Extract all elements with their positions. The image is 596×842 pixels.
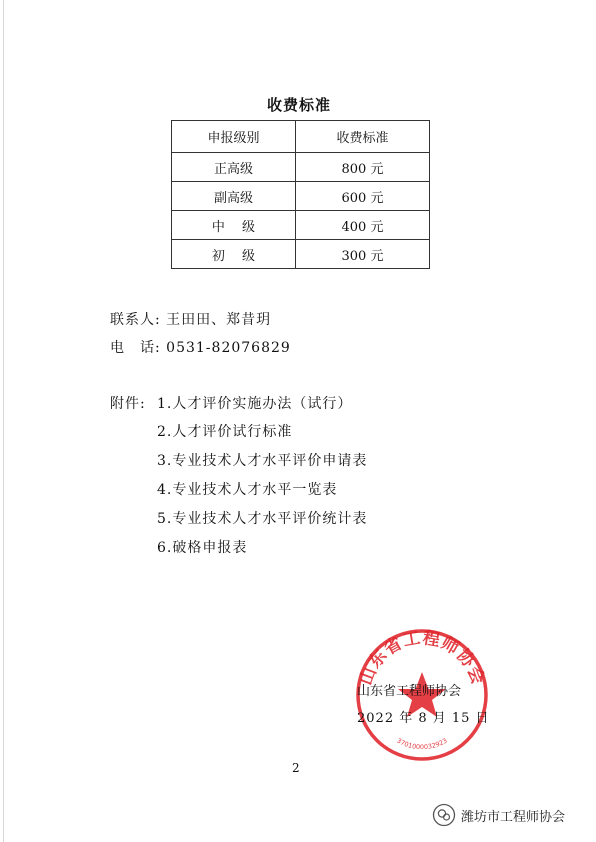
svg-text:3701000032923: 3701000032923 <box>395 736 449 752</box>
contact-phone <box>110 337 291 357</box>
fee-table-title: 收费标准 <box>266 96 331 114</box>
fee-cell: 800 元 <box>296 153 430 182</box>
attachment-item: 4.专业技术人才水平一览表 <box>157 482 338 498</box>
level-cell: 副高级 <box>172 182 296 211</box>
issue-date: 2022 年 8 月 15 日 <box>357 711 490 726</box>
table-row <box>172 240 430 269</box>
contact-phone-value: 0531-82076829 <box>166 340 291 356</box>
table-row <box>172 182 430 211</box>
fee-table-header-row <box>172 121 430 153</box>
contact-person <box>110 309 271 329</box>
page-number: 2 <box>292 761 300 775</box>
wechat-watermark <box>432 803 565 827</box>
level-cell: 初 级 <box>172 240 296 269</box>
header-level: 申报级别 <box>172 121 296 153</box>
attachment-item: 6.破格申报表 <box>157 540 248 556</box>
fee-cell: 300 元 <box>296 240 430 269</box>
fee-table <box>171 120 430 269</box>
watermark-text: 潍坊市工程师协会 <box>461 809 566 825</box>
attachment-item: 5.专业技术人才水平评价统计表 <box>157 511 368 527</box>
issuing-organization: 山东省工程师协会 <box>357 684 462 699</box>
level-cell: 中 级 <box>172 211 296 240</box>
attachment-item: 1.人才评价实施办法（试行） <box>157 396 353 412</box>
fee-cell: 400 元 <box>296 211 430 240</box>
table-row <box>172 153 430 182</box>
attachment-item: 2.人才评价试行标准 <box>157 424 293 440</box>
wechat-official-account-icon <box>432 803 456 827</box>
page-left-edge <box>3 0 4 842</box>
level-cell: 正高级 <box>172 153 296 182</box>
header-fee: 收费标准 <box>296 121 430 153</box>
contact-person-label: 联系人: <box>110 312 161 328</box>
attachment-item: 3.专业技术人才水平评价申请表 <box>157 453 368 469</box>
contact-phone-label: 电 话: <box>110 340 161 356</box>
contact-person-value: 王田田、郑昔玥 <box>166 312 272 328</box>
fee-cell: 600 元 <box>296 182 430 211</box>
attachments-label: 附件: <box>110 396 146 412</box>
svg-text:山东省工程师协会: 山东省工程师协会 <box>356 628 488 688</box>
table-row <box>172 211 430 240</box>
